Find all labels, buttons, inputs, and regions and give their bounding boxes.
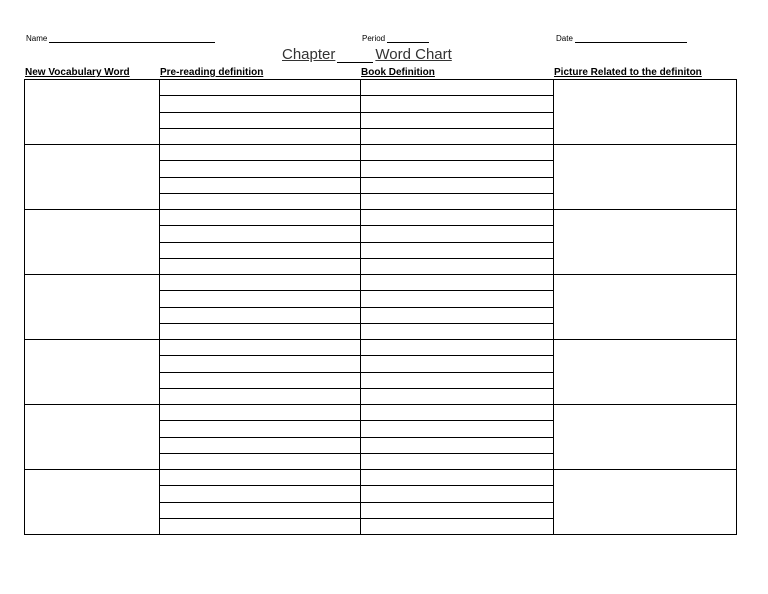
period-blank[interactable] (387, 34, 429, 43)
definition-writing-line[interactable] (159, 420, 553, 421)
definition-writing-line[interactable] (159, 128, 553, 129)
group-divider (24, 404, 737, 405)
definition-writing-line[interactable] (159, 225, 553, 226)
definition-writing-line[interactable] (159, 160, 553, 161)
group-divider (24, 144, 737, 145)
definition-writing-line[interactable] (159, 502, 553, 503)
title-word-chart: Word Chart (375, 46, 452, 63)
definition-writing-line[interactable] (159, 242, 553, 243)
word-chart-table (24, 66, 737, 534)
definition-writing-line[interactable] (159, 355, 553, 356)
definition-writing-line[interactable] (159, 193, 553, 194)
column-header-book-definition: Book Definition (361, 67, 435, 78)
definition-writing-line[interactable] (159, 485, 553, 486)
date-field[interactable] (556, 34, 687, 43)
name-field[interactable] (26, 34, 215, 43)
column-header-vocabulary: New Vocabulary Word (25, 67, 130, 78)
definition-writing-line[interactable] (159, 112, 553, 113)
name-label: Name (26, 34, 48, 43)
date-blank[interactable] (575, 34, 687, 43)
definition-writing-line[interactable] (159, 323, 553, 324)
column-header-picture: Picture Related to the definiton (554, 67, 702, 78)
period-field[interactable] (362, 34, 429, 43)
definition-writing-line[interactable] (159, 258, 553, 259)
period-label: Period (362, 34, 386, 43)
definition-writing-line[interactable] (159, 518, 553, 519)
definition-writing-line[interactable] (159, 95, 553, 96)
group-divider (24, 534, 737, 535)
header-rule (24, 79, 737, 80)
definition-writing-line[interactable] (159, 437, 553, 438)
definition-writing-line[interactable] (159, 372, 553, 373)
definition-writing-line[interactable] (159, 177, 553, 178)
chapter-number-blank[interactable] (337, 48, 373, 63)
name-blank[interactable] (49, 34, 215, 43)
definition-writing-line[interactable] (159, 388, 553, 389)
definition-writing-line[interactable] (159, 307, 553, 308)
group-divider (24, 469, 737, 470)
date-label: Date (556, 34, 573, 43)
column-header-prereading: Pre-reading definition (160, 67, 264, 78)
definition-writing-line[interactable] (159, 290, 553, 291)
title-chapter: Chapter (282, 46, 336, 63)
column-divider (553, 79, 554, 534)
group-divider (24, 209, 737, 210)
group-divider (24, 339, 737, 340)
definition-writing-line[interactable] (159, 453, 553, 454)
column-divider (24, 79, 25, 534)
column-divider (736, 79, 737, 534)
page-title (282, 46, 452, 63)
group-divider (24, 274, 737, 275)
